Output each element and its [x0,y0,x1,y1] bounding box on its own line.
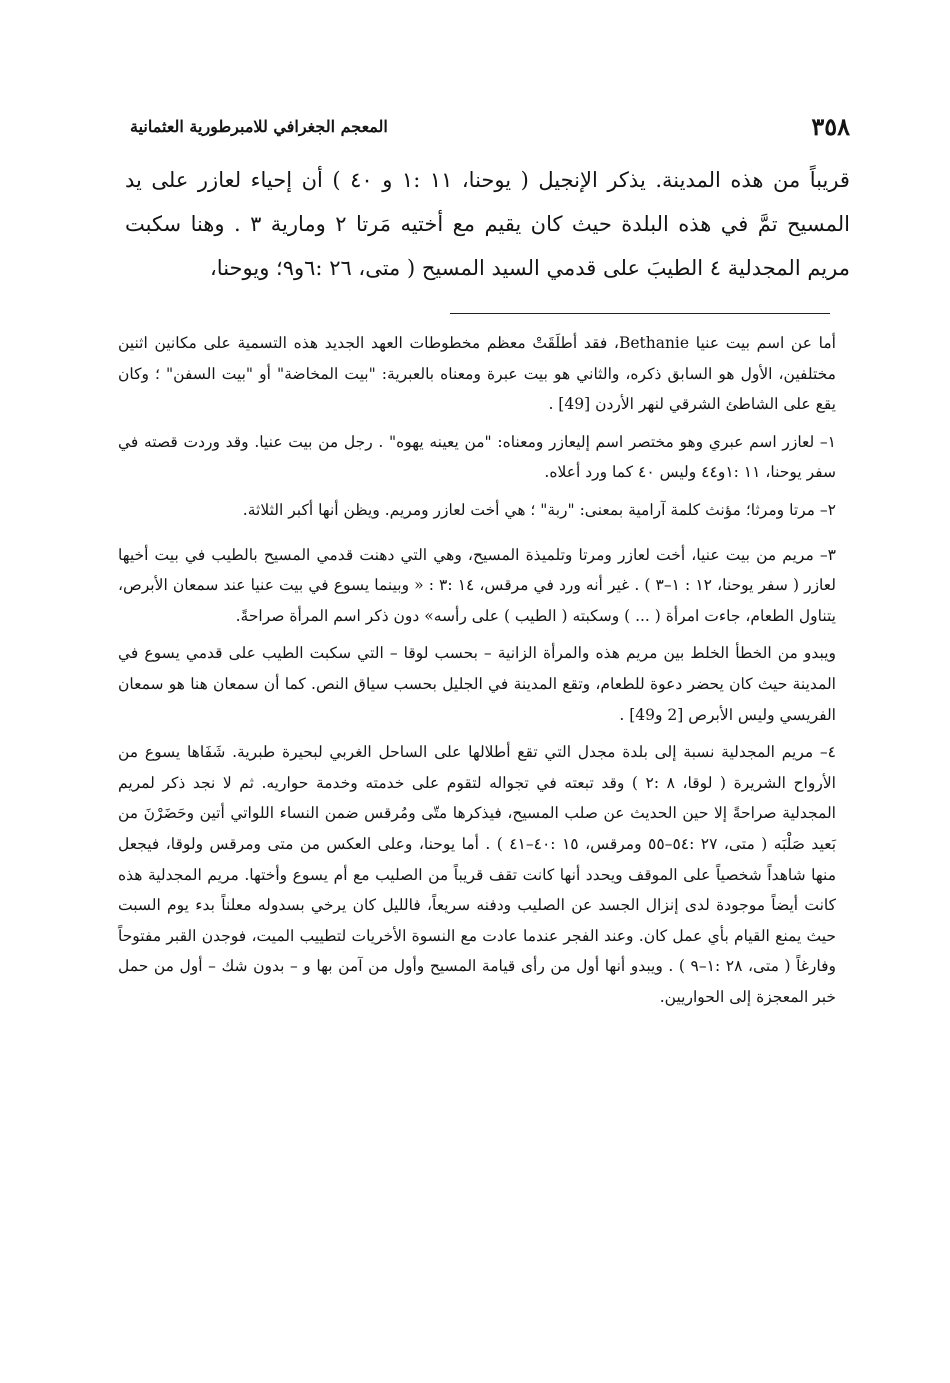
running-title: المعجم الجغرافي للامبرطورية العثمانية [130,116,388,136]
footnote-4-mary-magdalene: ٤– مريم المجدلية نسبة إلى بلدة مجدل التي تقع أطلالها على الساحل الغربي لبحيرة طبرية. شَفَاها يسوع من الأرواح الشريرة ( لوقا، ٨ :٢ ) وقد تبعته في تجواله لتقوم على خدمته وخدمة حواريه. ثم لا نجد ذكر لمريم المجدلية صراحةً إلا حين الحديث عن صلب المسيح، فيذكرها متّى ومُرقس ضمن النساء اللواتي أتين وحَضَرْنَ من بَعيد صَلْبَه ( متى، ٢٧ :٥٤–٥٥ ومرقس، ١٥ :٤٠–٤١ ) . أما يوحنا، وعلى العكس من متى ومرقس ولوقا، فيجعل منها شاهداً شخصياً على الموقف ويحدد أنها كانت تقف قريباً من الصليب مع أم يسوع وأختها. مريم المجدلية هذه كانت أيضاً موجودة لدى إنزال الجسد عن الصليب ودفنه سريعاً، فالليل كان يرخي بسدوله معلناً بدء يوم السبت حيث يمنع القيام بأي عمل كان. وعند الفجر عندما عادت مع النسوة الأخريات لتطييب الميت، فوجدن القبر مفتوحاً وفارغاً ( متى، ٢٨ :١–٩ ) . ويبدو أنها أول من رأى قيامة المسيح وأول من آمن بها و – بدون شك – أول من حمل خبر المعجزة إلى الحواريين. [118,743,837,1006]
footnote-2-martha: ٢– مرتا ومرثا؛ مؤنث كلمة آرامية بمعنى: "ربة" ؛ هي أخت لعازر ومريم. ويظن أنها أكبر الثلاثة. [242,500,836,519]
footnote-1-lazarus: ١– لعازر اسم عبري وهو مختصر اسم إليعازر ومعناه: "من يعينه يهوه" . رجل من بيت عنيا. وقد وردت قصته في سفر يوحنا، ١١ :١و٤٤ وليس ٤٠ كما ورد أعلاه. [118,432,836,482]
footnote-separator [450,313,830,314]
footnote-intro: أما عن اسم بيت عنيا Bethanie، فقد أطلَقَتْ معظم مخطوطات العهد الجديد هذه التسمية على مكانين اثنين مختلفين، الأول هو السابق ذكره، والثاني هو بيت عبرة ومعناه بالعبرية: "بيت المخاضة" أو "بيت السفن" ؛ وكان يقع على الشاطئ الشرقي لنهر الأردن [49] . [118,334,836,414]
footnotes [118,328,836,1019]
footnote-3-continuation: ويبدو من الخطأ الخلط بين مريم هذه والمرأة الزانية – بحسب لوقا – التي سكبت الطيب على قدمي يسوع في المدينة حيث كان يحضر دعوة للطعام، وتقع المدينة في الجليل بحسب سياق النص. كما أن سمعان هنا هو سمعان الفريسي وليس الأبرص [2 و49] . [118,644,836,724]
main-text [125,158,850,290]
page-number: ٣٥٨ [811,111,850,141]
main-paragraph: قريباً من هذه المدينة. يذكر الإنجيل ( يوحنا، ١١ :١ و ٤٠ ) أن إحياء لعازر على يد المسيح تمَّ في هذه البلدة حيث كان يقيم مع أختيه مَرتا ٢ ومارية ٣ . وهنا سكبت مريم المجدلية ٤ الطيبَ على قدمي السيد المسيح ( متى، ٢٦ :٦و٩؛ ويوحنا، [125,168,850,280]
footnote-3-mary-bethany: ٣– مريم من بيت عنيا، أخت لعازر ومرتا وتلميذة المسيح، وهي التي دهنت قدمي المسيح بالطيب في بيت أخيها لعازر ( سفر يوحنا، ١٢ : ١–٣ ) . غير أنه ورد في مرقس، ١٤ :٣ : « وبينما يسوع في بيت عنيا عند سمعان الأبرص، يتناول الطعام، جاءت امرأة ( ... ) وسكبته ( الطيب ) على رأسه» دون ذكر اسم المرأة صراحةً. [118,545,836,625]
page-header [130,108,850,144]
